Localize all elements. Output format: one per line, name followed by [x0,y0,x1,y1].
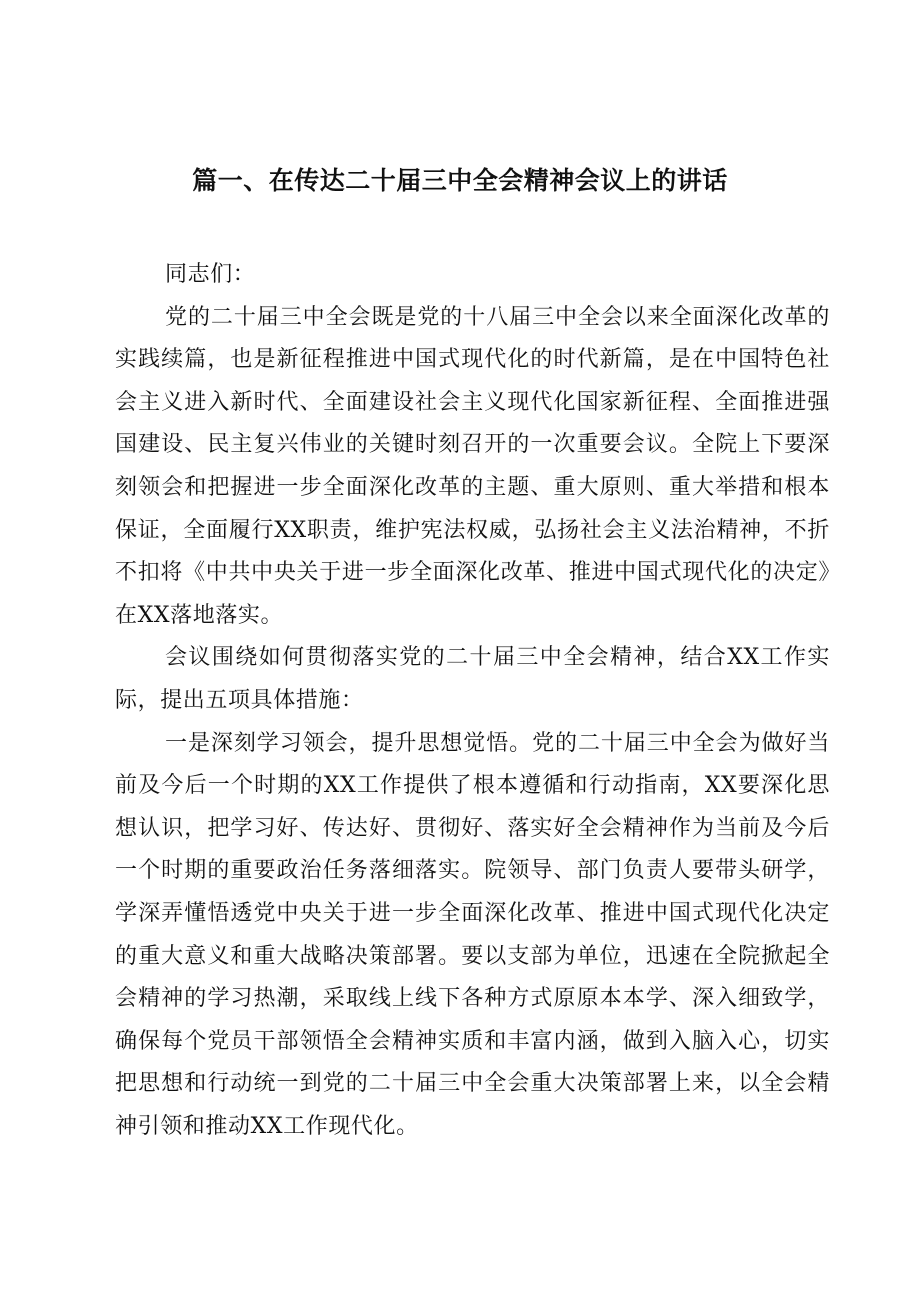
paragraph-3: 一是深刻学习领会，提升思想觉悟。党的二十届三中全会为做好当前及今后一个时期的XX工作提供了根本遵循和行动指南，XX要深化思想认识，把学习好、传达好、贯彻好、落实好全会精神作为当前及今后一个时期的重要政治任务落细落实。院领导、部门负责人要带头研学，学深弄懂悟透党中央关于进一步全面深化改革、推进中国式现代化决定的重大意义和重大战略决策部署。要以支部为单位，迅速在全院掀起全会精神的学习热潮，采取线上线下各种方式原原本本学、深入细致学，确保每个党员干部领悟全会精神实质和丰富内涵，做到入脑入心，切实把思想和行动统一到党的二十届三中全会重大决策部署上来，以全会精神引领和推动XX工作现代化。 [115,730,830,1139]
document-body [115,254,830,1148]
document-title: 篇一、在传达二十届三中全会精神会议上的讲话 [192,166,728,195]
salutation: 同志们： [165,262,256,287]
paragraph-2: 会议围绕如何贯彻落实党的二十届三中全会精神，结合XX工作实际，提出五项具体措施： [115,645,830,713]
paragraph-1: 党的二十届三中全会既是党的十八届三中全会以来全面深化改革的实践续篇，也是新征程推进中国式现代化的时代新篇，是在中国特色社会主义进入新时代、全面建设社会主义现代化国家新征程、全面推进强国建设、民主复兴伟业的关键时刻召开的一次重要会议。全院上下要深刻领会和把握进一步全面深化改革的主题、重大原则、重大举措和根本保证，全面履行XX职责，维护宪法权威，弘扬社会主义法治精神，不折不扣将《中共中央关于进一步全面深化改革、推进中国式现代化的决定》在XX落地落实。 [115,304,830,628]
